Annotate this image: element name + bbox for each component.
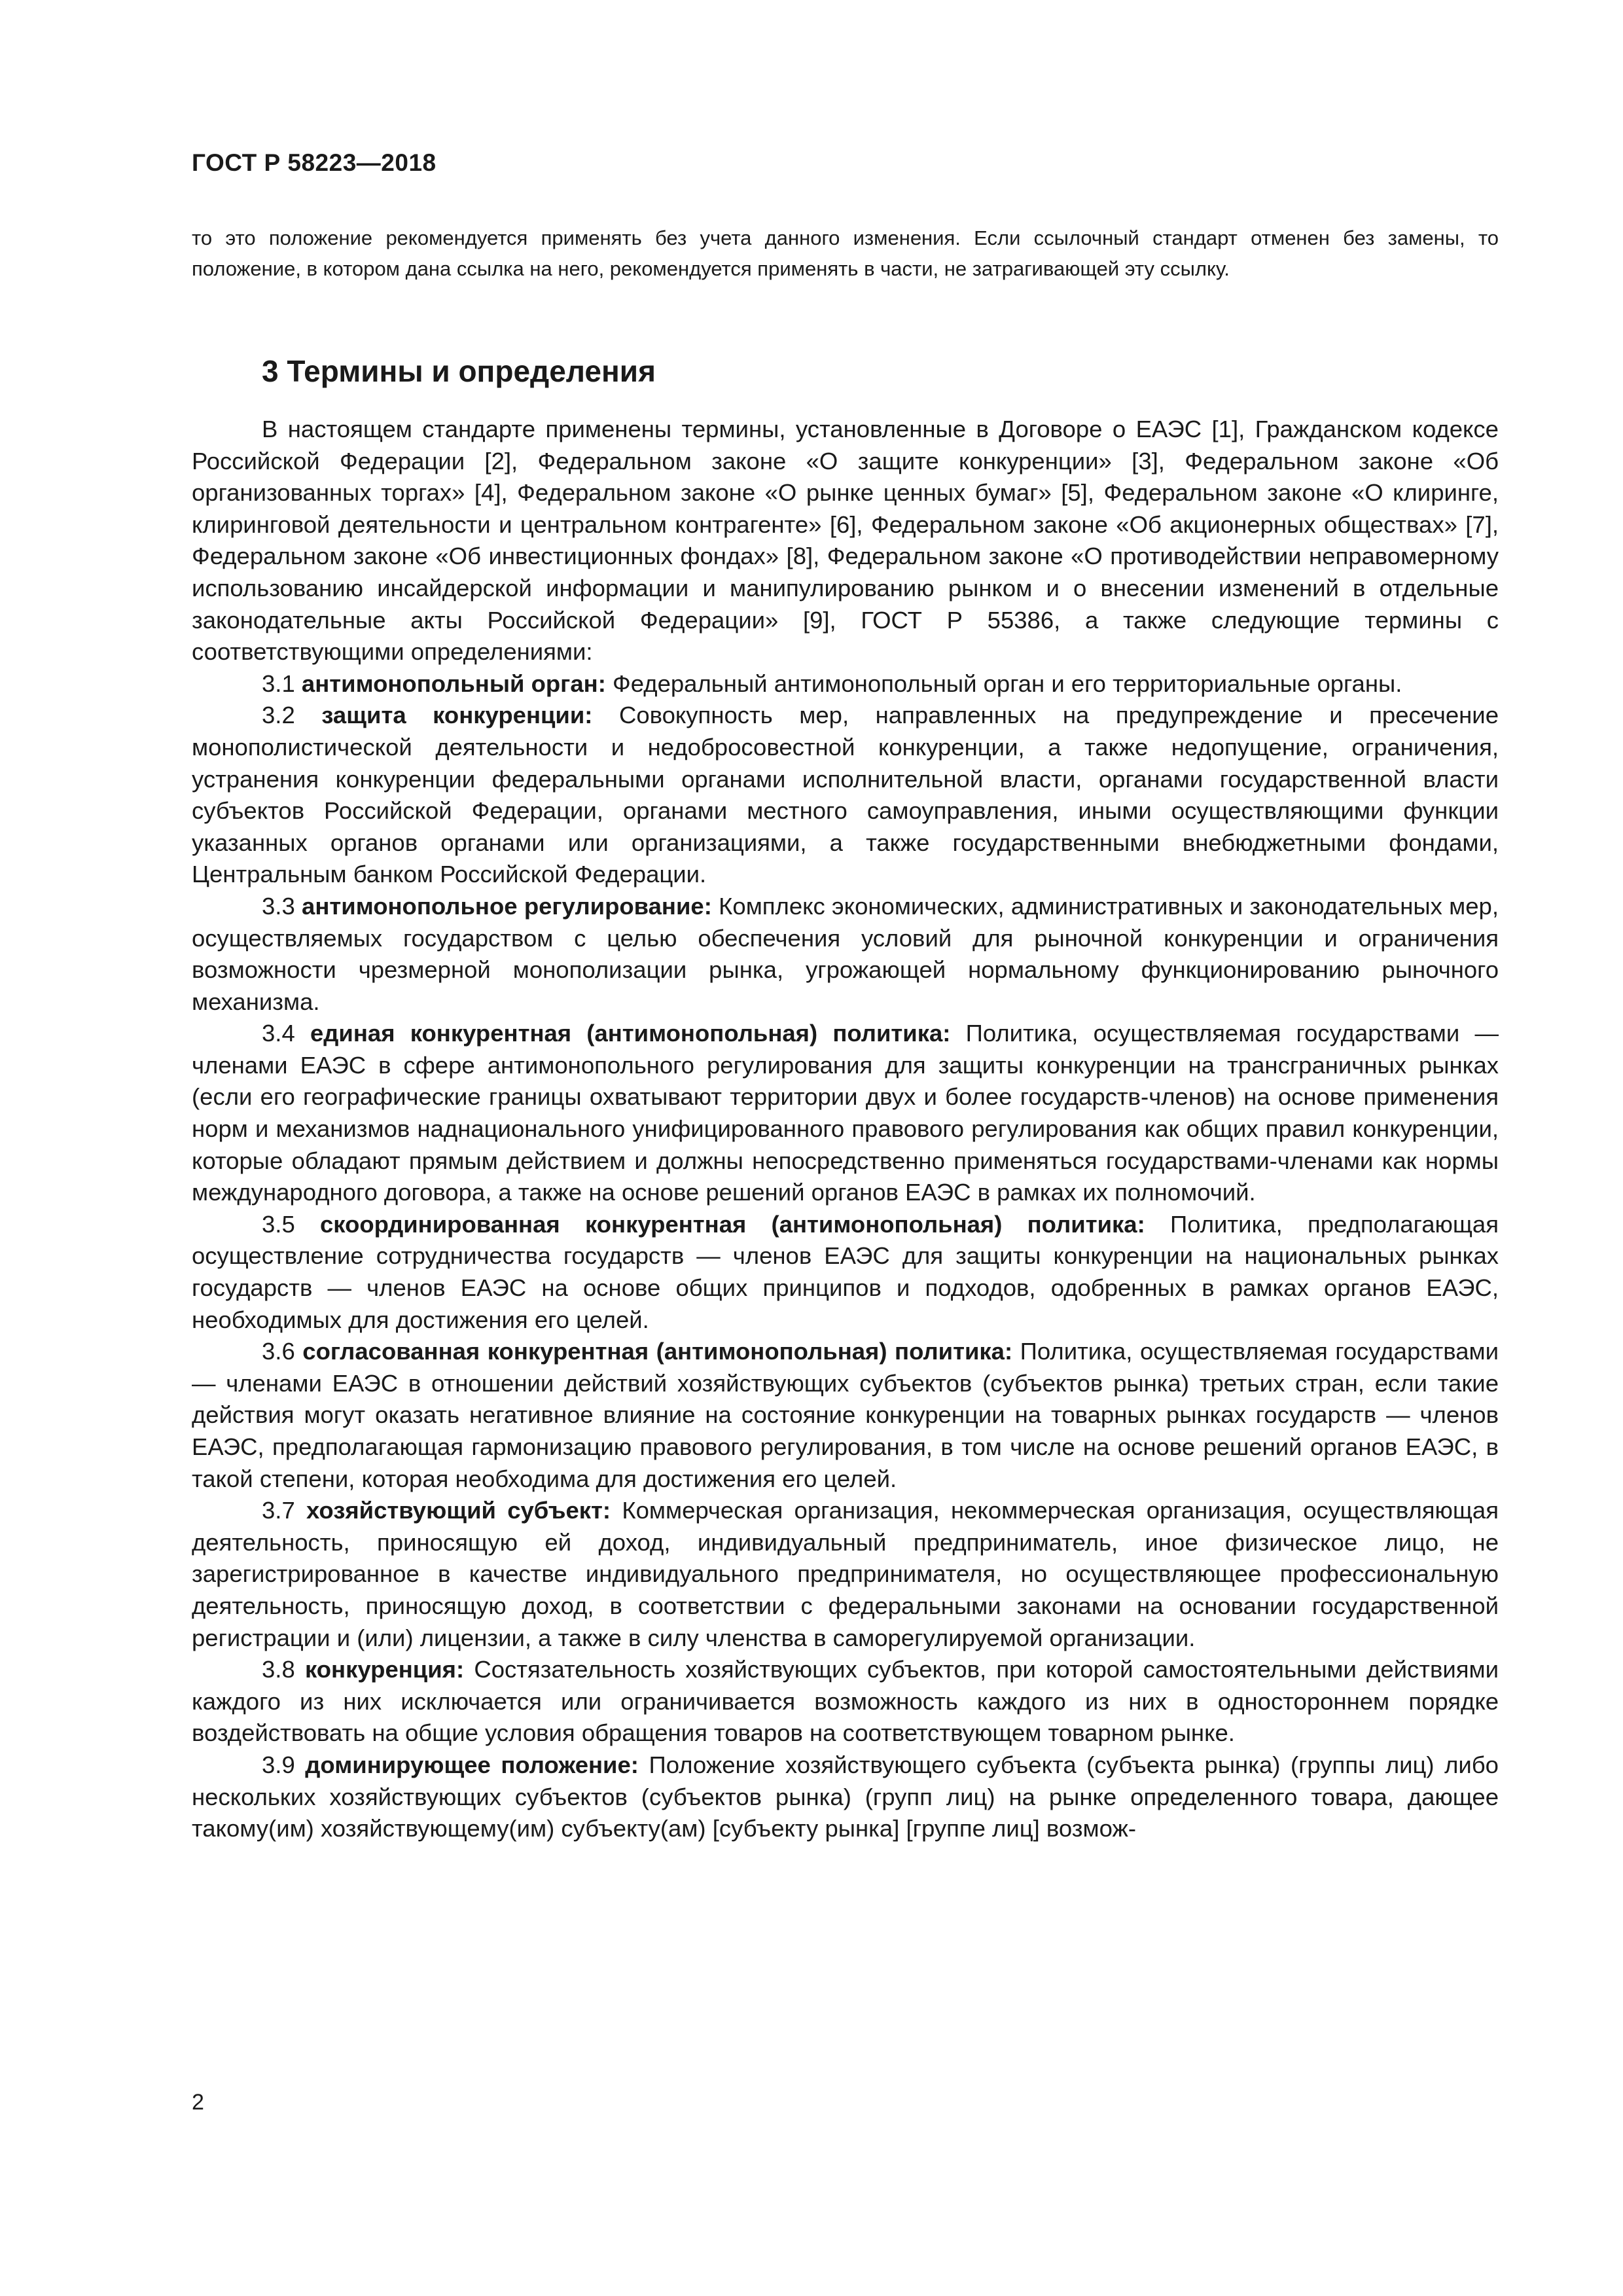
document-header-code: ГОСТ Р 58223—2018 [192,149,437,176]
term-entry-3-3 [192,891,1499,1018]
term-number: 3.8 [262,1656,295,1683]
term-number: 3.7 [262,1497,295,1524]
term-entry-3-8 [192,1654,1499,1749]
section-body [192,414,1499,1845]
term-definition: Коммерческая организация, некоммерческая организация, осуществляющая деятельность, приносящую ей доход, индивидуальный предприниматель, иное физическое лицо, не зарегистрированное в качестве индивидуального предпринимателя, но осуществляющее профессиональную деятельность, приносящую доход, в соответствии с федеральными законами на основании государственной регистрации и (или) лицензии, а также в силу членства в саморегулируемой организации. [192,1497,1499,1651]
term-name: единая конкурентная (антимонопольная) политика: [310,1020,951,1047]
term-entry-3-4 [192,1018,1499,1209]
term-number: 3.2 [262,702,295,729]
term-definition: Состязательность хозяйствующих субъектов, при которой самостоятельными действиями каждого из них исключается или ограничивается возможность каждого из них в одностороннем порядке воздействовать на общие условия обращения товаров на соответствующем товарном рынке. [192,1656,1499,1747]
term-entry-3-2 [192,700,1499,891]
term-definition: Комплекс экономических, административных и законодательных мер, осуществляемых государством с целью обеспечения условий для рыночной конкуренции и ограничения возможности чрезмерной монополизации рынка, угрожающей нормальному функционированию рыночного механизма. [192,892,1499,1015]
term-name: скоординированная конкурентная (антимонопольная) политика: [320,1210,1145,1238]
term-name: антимонопольный орган: [301,670,606,697]
term-definition: Положение хозяйствующего субъекта (субъекта рынка) (группы лиц) либо нескольких хозяйствующих субъектов (субъектов рынка) (групп лиц) на рынке определенного товара, дающее такому(им) хозяйствующему(им) субъекту(ам) [субъекту рынка] [группе лиц] возмож- [192,1751,1499,1842]
term-number: 3.5 [262,1210,295,1238]
term-definition: Политика, осуществляемая государствами — членами ЕАЭС в отношении действий хозяйствующих субъектов (субъектов рынка) третьих стран, если такие действия могут оказать негативное влияние на состояние конкуренции на товарных рынках государств — членов ЕАЭС, предполагающая гармонизацию правового регулирования, в том числе на основе решений органов ЕАЭС, в такой степени, которая необходима для достижения его целей. [192,1338,1499,1492]
term-entry-3-1 [192,668,1499,700]
term-definition: Политика, предполагающая осуществление сотрудничества государств — членов ЕАЭС для защиты конкуренции на национальных рынках государств — членов ЕАЭС на основе общих принципов и подходов, одобренных в рамках органов ЕАЭС, необходимых для достижения его целей. [192,1210,1499,1333]
term-number: 3.9 [262,1751,295,1778]
term-name: конкуренция: [304,1656,465,1683]
term-name: защита конкуренции: [321,702,593,729]
term-entry-3-9 [192,1749,1499,1845]
section-title: 3 Термины и определения [262,354,656,388]
term-entry-3-7 [192,1495,1499,1654]
term-definition: Совокупность мер, направленных на предупреждение и пресечение монополистической деятельности и недобросовестной конкуренции, а также недопущение, ограничения, устранения конкуренции федеральными органами исполнительной власти, органами государственной власти субъектов Российской Федерации, органами местного самоуправления, иными осуществляющими функции указанных органов органами или организациями, а также государственными внебюджетными фондами, Центральным банком Российской Федерации. [192,702,1499,888]
term-name: согласованная конкурентная (антимонопольная) политика: [302,1338,1013,1365]
page-number: 2 [192,2090,204,2115]
term-number: 3.3 [262,892,295,920]
term-name: хозяйствующий субъект: [306,1497,611,1524]
term-name: антимонопольное регулирование: [302,892,712,920]
term-definition: Федеральный антимонопольный орган и его территориальные органы. [613,670,1402,697]
term-number: 3.6 [262,1338,295,1365]
term-entry-3-5 [192,1209,1499,1336]
term-name: доминирующее положение: [305,1751,639,1778]
term-number: 3.1 [262,670,295,697]
term-entry-3-6 [192,1336,1499,1495]
term-number: 3.4 [262,1020,295,1047]
intro-paragraph: то это положение рекомендуется применять без учета данного изменения. Если ссылочный стандарт отменен без замены, то положение, в котором дана ссылка на него, рекомендуется применять в части, не затрагивающей эту ссылку. [192,226,1499,280]
section-preamble: В настоящем стандарте применены термины, установленные в Договоре о ЕАЭС [1], Гражданском кодексе Российской Федерации [2], Федеральном законе «О защите конкуренции» [3], Федеральном законе «Об организованных торгах» [4], Федеральном законе «О рынке ценных бумаг» [5], Федеральном законе «О клиринге, клиринговой деятельности и центральном контрагенте» [6], Федеральном законе «Об акционерных обществах» [7], Федеральном законе «Об инвестиционных фондах» [8], Федеральном законе «О противодействии неправомерному использованию инсайдерской информации и манипулированию рынком и о внесении изменений в отдельные законодательные акты Российской Федерации» [9], ГОСТ Р 55386, а также следующие термины с соответствующими определениями: [192,416,1499,666]
term-definition: Политика, осуществляемая государствами — членами ЕАЭС в сфере антимонопольного регулирования для защиты конкуренции на трансграничных рынках (если его географические границы охватывают территории двух и более государств-членов) на основе применения норм и механизмов наднационального унифицированного правового регулирования как общих правил конкуренции, которые обладают прямым действием и должны непосредственно применяться государствами-членами как нормы международного договора, а также на основе решений органов ЕАЭС в рамках их полномочий. [192,1020,1499,1206]
